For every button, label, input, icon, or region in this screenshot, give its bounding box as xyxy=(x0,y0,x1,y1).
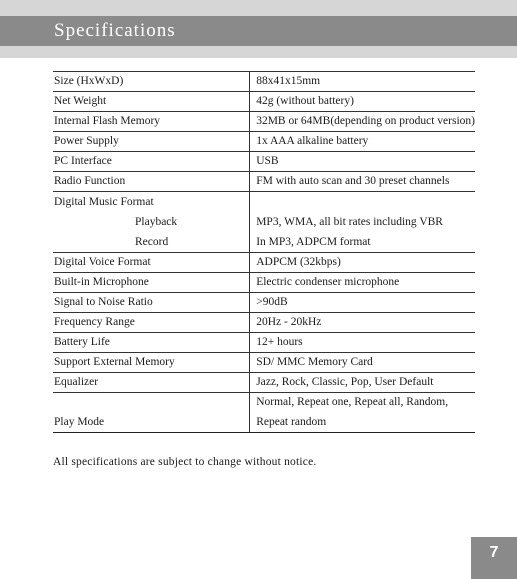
spec-label: Battery Life xyxy=(53,333,250,353)
page-title: Specifications xyxy=(54,20,176,41)
spec-value: 20Hz - 20kHz xyxy=(250,313,475,333)
spec-label: Signal to Noise Ratio xyxy=(53,293,250,313)
spec-row-power xyxy=(53,132,475,152)
header-band xyxy=(0,16,517,46)
spec-row-music-record xyxy=(53,232,475,253)
spec-value-line: Repeat random xyxy=(256,415,327,428)
spec-value: USB xyxy=(250,152,475,172)
spec-row-play-mode xyxy=(53,393,475,433)
spec-label: Support External Memory xyxy=(53,353,250,373)
spec-row-snr xyxy=(53,293,475,313)
spec-value: Electric condenser microphone xyxy=(250,273,475,293)
spec-value: 42g (without battery) xyxy=(250,92,475,112)
spec-value: 1x AAA alkaline battery xyxy=(250,132,475,152)
spec-value: MP3, WMA, all bit rates including VBR xyxy=(256,216,443,228)
spec-value: 32MB or 64MB(depending on product version) xyxy=(250,112,475,132)
spec-value: FM with auto scan and 30 preset channels xyxy=(250,172,475,192)
spec-table xyxy=(53,71,475,433)
spec-row-mic xyxy=(53,273,475,293)
spec-row-music xyxy=(53,192,475,213)
spec-value: SD/ MMC Memory Card xyxy=(250,353,475,373)
spec-row-radio xyxy=(53,172,475,192)
page-number: 7 xyxy=(471,537,517,579)
spec-row-music-playback xyxy=(53,212,475,232)
spec-sublabel: Playback xyxy=(53,212,250,232)
spec-value xyxy=(250,393,475,433)
spec-row-freq xyxy=(53,313,475,333)
spec-label: Power Supply xyxy=(53,132,250,152)
spec-label: PC Interface xyxy=(53,152,250,172)
spec-label: Internal Flash Memory xyxy=(53,112,250,132)
sub-strip xyxy=(0,46,517,58)
spec-label: Radio Function xyxy=(53,172,250,192)
spec-row-size xyxy=(53,72,475,92)
spec-label: Size (HxWxD) xyxy=(53,72,250,92)
spec-value: 88x41x15mm xyxy=(250,72,475,92)
spec-label: Built-in Microphone xyxy=(53,273,250,293)
spec-label: Equalizer xyxy=(53,373,250,393)
spec-label: Frequency Range xyxy=(53,313,250,333)
spec-value: ADPCM (32kbps) xyxy=(250,253,475,273)
spec-value: 12+ hours xyxy=(250,333,475,353)
spec-value: In MP3, ADPCM format xyxy=(250,232,475,253)
spec-row-weight xyxy=(53,92,475,112)
top-strip xyxy=(0,0,517,16)
spec-row-battery xyxy=(53,333,475,353)
spec-row-pc xyxy=(53,152,475,172)
spec-label: Play Mode xyxy=(53,393,250,433)
spec-value: Jazz, Rock, Classic, Pop, User Default xyxy=(250,373,475,393)
spec-row-voice xyxy=(53,253,475,273)
spec-value: >90dB xyxy=(250,293,475,313)
spec-label: Digital Music Format xyxy=(53,192,250,213)
spec-value-line: Normal, Repeat one, Repeat all, Random, xyxy=(256,396,449,408)
spec-sublabel: Record xyxy=(53,232,250,253)
footnote: All specifications are subject to change without notice. xyxy=(53,456,317,468)
spec-label: Digital Voice Format xyxy=(53,253,250,273)
spec-row-flash xyxy=(53,112,475,132)
spec-row-external-memory xyxy=(53,353,475,373)
spec-label: Net Weight xyxy=(53,92,250,112)
spec-row-equalizer xyxy=(53,373,475,393)
